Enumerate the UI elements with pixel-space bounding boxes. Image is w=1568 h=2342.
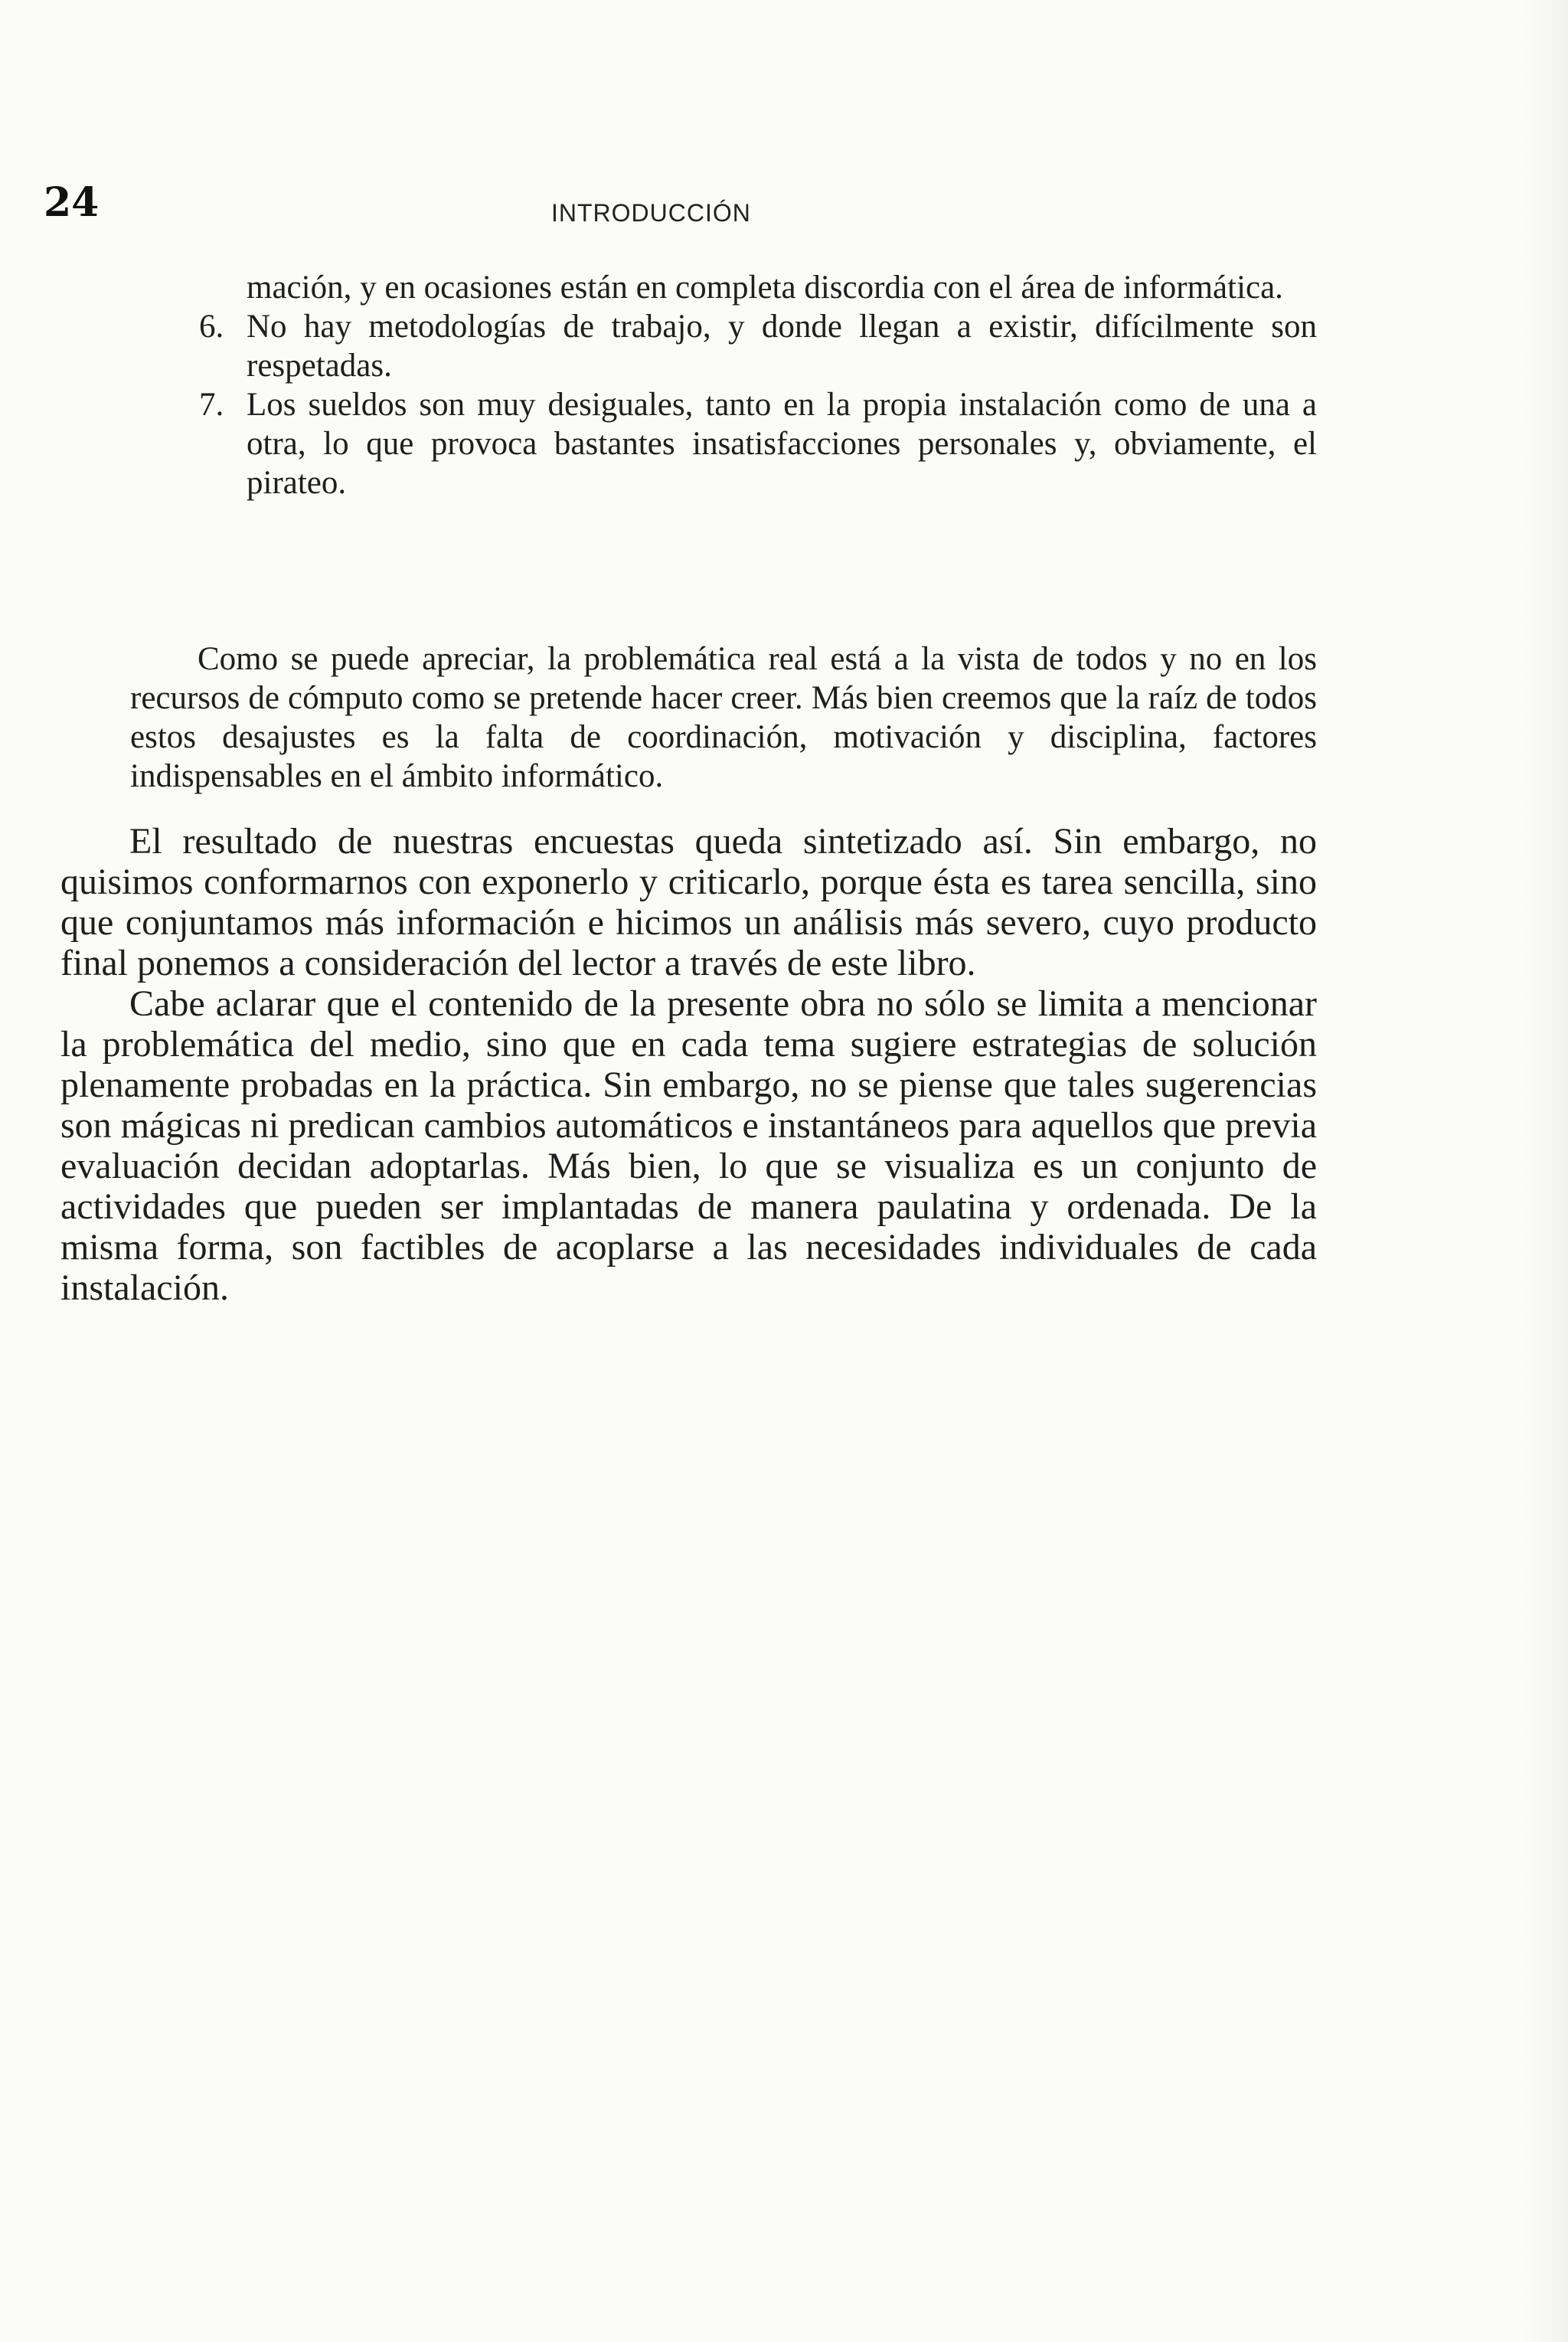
list-item-continuation — [199, 268, 1317, 307]
list-item-7 — [199, 385, 1317, 502]
list-item-number: 6. — [199, 309, 224, 345]
running-head: INTRODUCCIÓN — [551, 199, 751, 227]
clarification-paragraph: Cabe aclarar que el contenido de la presente obra no sólo se limita a mencionar la problemática del medio, sino que en cada tema sugiere estrategias de solución plenamente probadas en la práctica. Sin embargo, no se piense que tales sugerencias son mágicas ni predican cambios automáticos e instantáneos para aquellos que previa evaluación decidan adoptarlas. Más bien, lo que se visualiza es un conjunto de actividades que pueden ser implantadas de manera paulatina y ordenada. De la misma forma, son factibles de acoplarse a las necesidades individuales de cada instalación. — [60, 983, 1317, 1308]
numbered-list — [199, 268, 1317, 502]
summary-paragraph: Como se puede apreciar, la problemática real está a la vista de todos y no en los recursos de cómputo como se pretende hacer creer. Más bien creemos que la raíz de todos estos desajustes es la falta de coordinación, motivación y disciplina, factores indispensables en el ámbito informático. — [130, 641, 1317, 794]
paper-edge — [1524, 0, 1568, 2342]
body-text — [60, 821, 1317, 1308]
result-paragraph: El resultado de nuestras encuestas queda sintetizado así. Sin embargo, no quisimos conformarnos con exponerlo y criticarlo, porque ésta es tarea sencilla, sino que conjuntamos más información e hicimos un análisis más severo, cuyo producto final ponemos a consideración del lector a través de este libro. — [60, 821, 1317, 983]
list-item-text: mación, y en ocasiones están en completa discordia con el área de informática. — [247, 270, 1283, 306]
list-item-6 — [199, 307, 1317, 385]
page-number: 24 — [44, 179, 100, 226]
list-item-text: No hay metodologías de trabajo, y donde llegan a existir, difícilmente son respetadas. — [247, 309, 1317, 384]
list-item-text: Los sueldos son muy desiguales, tanto en la propia instalación como de una a otra, lo que provoca bastantes insatisfacciones personales y, obviamente, el pirateo. — [247, 387, 1317, 501]
list-item-number: 7. — [199, 387, 224, 423]
